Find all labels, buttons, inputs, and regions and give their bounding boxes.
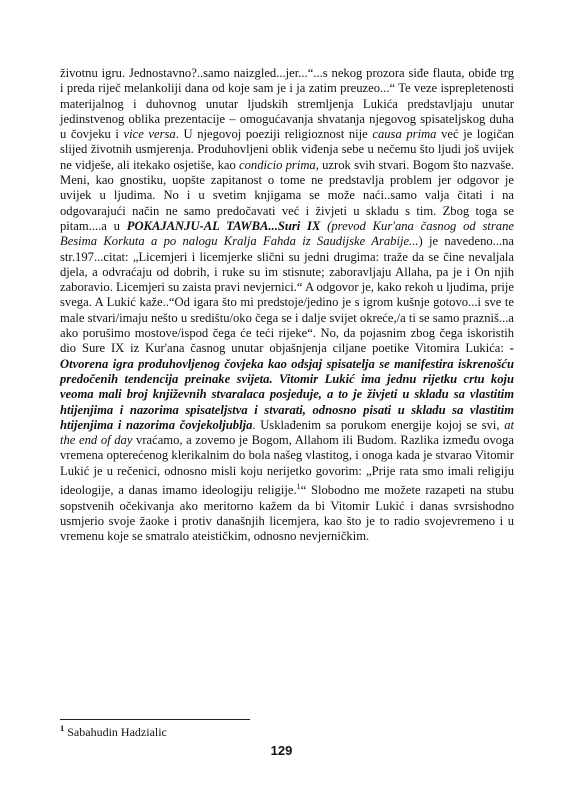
text-run: “ Slobodno me možete razapeti na stubu sopstvenih očekivanja ako meritorno kažem da bi Vitomir Lukić i danas svrsishodno usmjerio svoje žaoke i protiv današnjih licemjera, kao što je to radio svojevremeno i u vremenu koje se smatralo ateističkim, odnosno nevjerničkim. (60, 483, 514, 544)
italic-phrase: vice versa (123, 127, 176, 142)
text-run: životnu igru. Jednostavno?..samo naizgled...jer...“...s nekog prozora siđe flauta, obiđe trg i preda riječ melankoliji dana od koje sam je i ja zatim preuzeo...“ Te veze isprepletenosti materijalnog i duhovnog unutar ljudskih stremljenja Lukića predstavljaju unutar jedinstvenog oblika prezentacije – omogućavanja shvatanja njegovog spisateljskog duha u čovjeku i (60, 66, 514, 142)
italic-phrase: condicio prima (239, 157, 316, 172)
text-run: . Usklađenim sa porukom energije kojoj se svi, (252, 417, 505, 432)
bold-dash: - (509, 341, 514, 356)
footnote-number: 1 (60, 723, 65, 733)
text-run: već je logičan slijed životnih usmjerenja. Produhovljeni oblik viđenja sebe u nečemu što ljudi još uvijek ne vidješe, ali itekako osjetiše, kao (60, 127, 514, 172)
sura-title: POKAJANJU-AL TAWBA...Suri IX (126, 218, 321, 233)
text-run: , uzrok svih stvari. Bogom što nazvaše. Meni, kao gnostiku, uopšte zapitanost o tome ne predstavlja problem jer odgovor je uvijek u ljudima. No i u svetim knjigama se može naći..samo valja čitati i na odgovarajući način ne samo predočavati već i živjeti u skladu s tim. Zbog toga se pitam....a u (60, 157, 514, 233)
footnote (60, 723, 167, 740)
text-run: vraćamo, a zovemo je Bogom, Allahom ili Budom. Razlika između ovoga vremena opterećenog klerikalnim do bola našeg vlastitog, i onoga kada je stvarao Vitomir Lukić je u rečenici, odnosno misli koju nerijetko govorim: „Prije rata smo imali religiju ideologije, a danas imamo ideologiju religije. (60, 433, 514, 498)
translation-note: (prevod Kur'ana časnog od strane Besima Korkuta a po nalogu Kralja Fahda iz Saudijske Arabije... (60, 218, 514, 249)
text-run: ) je navedeno...na str.197...citat: „Licemjeri i licemjerke slični su jedni drugima: traže da se čine nevaljala djela, a odvraćaju od dobrih, i ruke su im stisnute; zaboravljaju Allaha, pa je i On njih zaboravio. Licemjeri su zaista pravi nevjernici.“ A odgovor je, kako rekoh u ljudima, prije svega. A Lukić kaže..“Od igara što mi predstoje/jedino je s igrom kušnje gotovo...i sve te male stvari/imaju nešto u središtu/oko čega se i dalje svijet okreće,/a ti se samo prazniš...a ako porušimo mostove/ispod čega će teći rijeke“. No, da pojasnim zbog čega iskoristih dio Sure IX iz Kur'ana časnog unutar objašnjenja ciljane poetike Vitomira Lukića: (60, 234, 514, 356)
italic-phrase: causa prima (372, 127, 437, 142)
emphasized-quote: Otvorena igra produhovljenog čovjeka kao odsjaj spisatelja se manifestira iskrenošću predočenih tendencija preinake svijeta. Vitomir Lukić ima jednu rijetku crtu koju veoma mali broj književnih stvaralaca posjeduje, a to je živjeti u skladu sa vlastitim htijenjima i nazorima spisateljstva i stvarati, odnosno pisati u skladu sa vlastitim htijenjima i nazorima čovjekoljublja (60, 356, 514, 432)
body-paragraph (60, 66, 514, 544)
footnote-reference[interactable]: 1 (296, 482, 301, 492)
footnote-text: Sabahudin Hadzialic (64, 725, 167, 739)
text-run: . U njegovoj poeziji religioznost nije (175, 127, 373, 142)
italic-phrase: at the end of day (60, 417, 514, 448)
footnote-divider (60, 719, 250, 720)
page-number: 129 (270, 743, 293, 758)
